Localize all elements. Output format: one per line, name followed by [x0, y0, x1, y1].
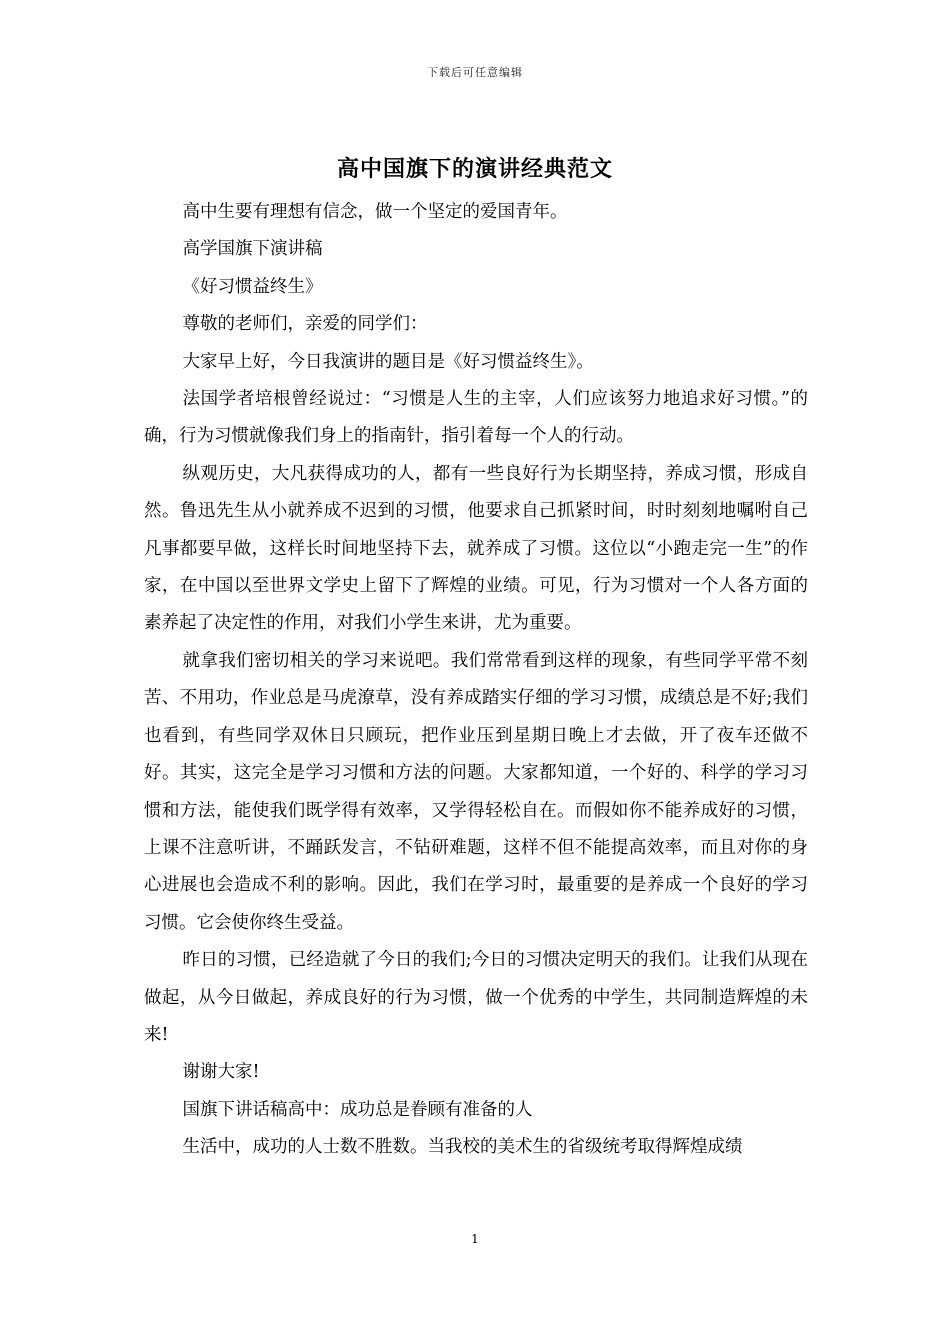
- page-number: 1: [471, 1232, 479, 1246]
- paragraph: 法国学者培根曾经说过：“习惯是人生的主宰，人们应该努力地追求好习惯。”的确，行为习惯就像我们身上的指南针，指引着每一个人的行动。: [144, 389, 808, 447]
- paragraph: 《好习惯益终生》: [182, 276, 323, 297]
- header-note: 下载后可任意编辑: [427, 66, 523, 79]
- paragraph: 国旗下讲话稿高中：成功总是眷顾有准备的人: [182, 1099, 533, 1120]
- paragraph: 谢谢大家!: [182, 1062, 260, 1083]
- paragraph: 就拿我们密切相关的学习来说吧。我们常常看到这样的现象，有些同学平常不刻苦、不用功，作业总是马虎潦草，没有养成踏实仔细的学习习惯，成绩总是不好;我们也看到，有些同学双休日只顾玩，把作业压到星期日晚上才去做，开了夜车还做不好。其实，这完全是学习习惯和方法的问题。大家都知道，一个好的、科学的学习习惯和方法，能使我们既学得有效率，又学得轻松自在。而假如你不能养成好的习惯，上课不注意听讲，不踊跃发言，不钻研难题，这样不但不能提高效率，而且对你的身心进展也会造成不利的影响。因此，我们在学习时，最重要的是养成一个良好的学习习惯。它会使你终生受益。: [144, 650, 808, 933]
- paragraph: 尊敬的老师们，亲爱的同学们：: [182, 314, 428, 335]
- paragraph: 高学国旗下演讲稿: [182, 239, 323, 260]
- document-body: [144, 194, 808, 1167]
- paragraph: 大家早上好，今日我演讲的题目是《好习惯益终生》。: [182, 351, 594, 372]
- paragraph: 生活中，成功的人士数不胜数。当我校的美术生的省级统考取得辉煌成绩: [182, 1137, 743, 1158]
- paragraph: 高中生要有理想有信念，做一个坚定的爱国青年。: [182, 202, 568, 222]
- paragraph: 纵观历史，大凡获得成功的人，都有一些良好行为长期坚持，养成习惯，形成自然。鲁迅先生从小就养成不迟到的习惯，他要求自己抓紧时间，时时刻刻地嘱咐自己凡事都要早做，这样长时间地坚持下去，就养成了习惯。这位以“小跑走完一生”的作家，在中国以至世界文学史上留下了辉煌的业绩。可见，行为习惯对一个人各方面的素养起了决定性的作用，对我们小学生来讲，尤为重要。: [144, 463, 808, 634]
- document-title: 高中国旗下的演讲经典范文: [336, 156, 613, 182]
- paragraph: 昨日的习惯，已经造就了今日的我们;今日的习惯决定明天的我们。让我们从现在做起，从今日做起，养成良好的行为习惯，做一个优秀的中学生，共同制造辉煌的未来!: [144, 950, 808, 1045]
